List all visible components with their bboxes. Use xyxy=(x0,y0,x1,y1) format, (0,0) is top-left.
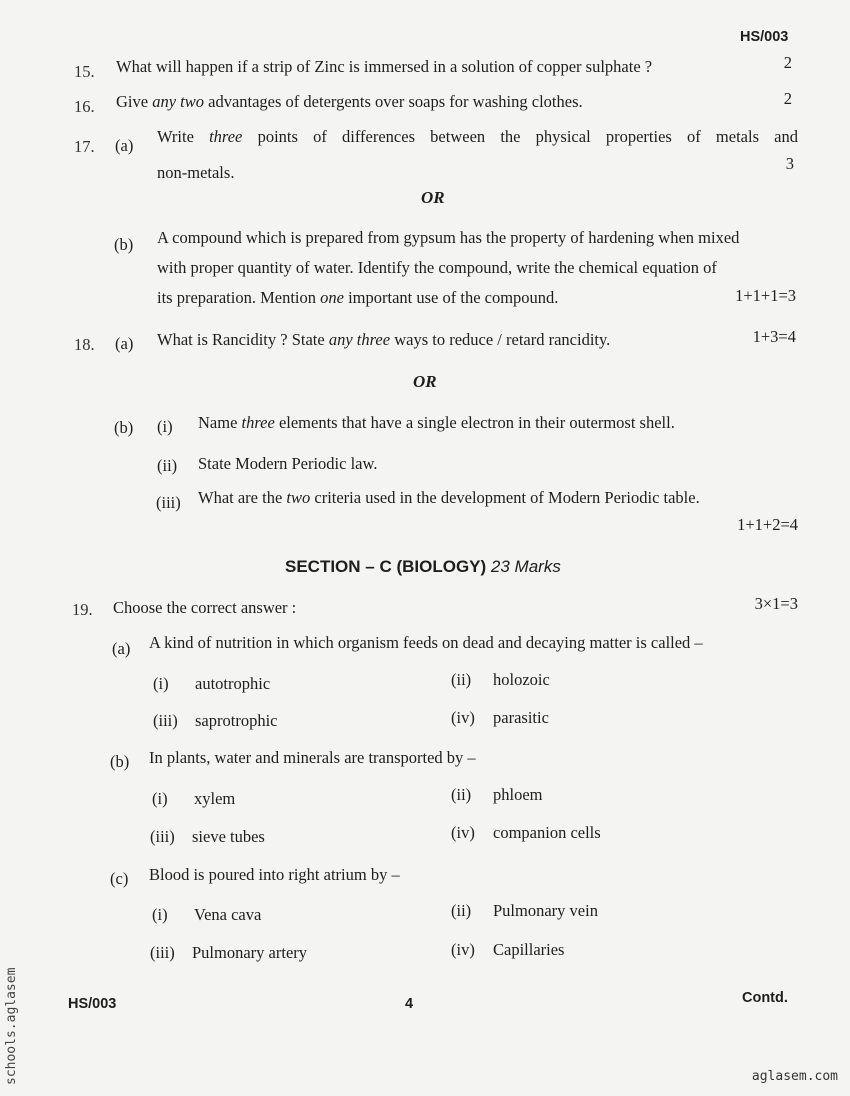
option-19b-iv: (iv) companion cells xyxy=(451,823,601,842)
question-15-marks: 2 xyxy=(783,53,792,72)
question-19-text: Choose the correct answer : xyxy=(113,598,297,617)
question-17a-marks: 3 xyxy=(785,154,794,173)
question-15-text: What will happen if a strip of Zinc is immersed in a solution of copper sulphate ? xyxy=(116,57,653,76)
question-19-marks: 3×1=3 xyxy=(754,594,798,613)
question-16-text: Give any two advantages of detergents over soaps for washing clothes. xyxy=(116,92,583,111)
page-number: 4 xyxy=(405,996,414,1012)
question-19c-label: (c) xyxy=(110,869,129,888)
or-separator-17: OR xyxy=(421,188,445,207)
option-19c-i: (i) Vena cava xyxy=(152,905,262,924)
question-18a-marks: 1+3=4 xyxy=(752,327,796,346)
question-18b-iii-label: (iii) xyxy=(156,493,181,512)
question-17b-marks: 1+1+1=3 xyxy=(735,286,796,305)
option-19c-iv: (iv) Capillaries xyxy=(451,940,565,959)
option-19c-iii: (iii) Pulmonary artery xyxy=(150,943,308,962)
question-18b-label: (b) xyxy=(114,418,134,437)
option-19b-i: (i) xylem xyxy=(152,789,236,808)
question-18b-iii-text: What are the two criteria used in the development of Modern Periodic table. xyxy=(198,488,700,507)
option-19a-iii: (iii) saprotrophic xyxy=(153,711,278,730)
question-19b-label: (b) xyxy=(110,752,130,771)
question-number-17: 17. xyxy=(74,137,95,156)
question-17b-line2: with proper quantity of water. Identify the compound, write the chemical equation of xyxy=(157,258,717,277)
option-19c-ii: (ii) Pulmonary vein xyxy=(451,901,598,920)
continued-label: Contd. xyxy=(742,990,788,1006)
question-18b-marks: 1+1+2=4 xyxy=(737,515,798,534)
question-19a-text: A kind of nutrition in which organism feeds on dead and decaying matter is called – xyxy=(149,633,703,652)
question-18b-i-text: Name three elements that have a single electron in their outermost shell. xyxy=(198,413,675,432)
question-17b-line3: its preparation. Mention one important use of the compound. xyxy=(157,288,559,307)
question-16-marks: 2 xyxy=(783,89,792,108)
question-18b-i-label: (i) xyxy=(157,417,173,436)
option-19a-i: (i) autotrophic xyxy=(153,674,271,693)
question-17b-line1: A compound which is prepared from gypsum has the property of hardening when mixed xyxy=(157,228,740,247)
question-18b-ii-text: State Modern Periodic law. xyxy=(198,454,378,473)
option-19b-ii: (ii) phloem xyxy=(451,785,543,804)
question-19c-text: Blood is poured into right atrium by – xyxy=(149,865,400,884)
question-18a-text: What is Rancidity ? State any three ways to reduce / retard rancidity. xyxy=(157,330,611,349)
section-c-heading: SECTION – C (BIOLOGY) 23 Marks xyxy=(285,557,561,576)
option-19a-ii: (ii) holozoic xyxy=(451,670,550,689)
question-17a-label: (a) xyxy=(115,136,134,155)
option-19a-iv: (iv) parasitic xyxy=(451,708,549,727)
question-17a-line2: non-metals. xyxy=(157,163,235,182)
paper-code-footer: HS/003 xyxy=(68,996,117,1012)
question-17a-line1: Write three points of differences between the physical properties of metals and xyxy=(157,127,798,146)
question-17b-label: (b) xyxy=(114,235,134,254)
question-19b-text: In plants, water and minerals are transported by – xyxy=(149,748,476,767)
question-18b-ii-label: (ii) xyxy=(157,456,178,475)
question-18a-label: (a) xyxy=(115,334,134,353)
side-watermark: schools.aglasem xyxy=(4,967,19,1085)
option-19b-iii: (iii) sieve tubes xyxy=(150,827,265,846)
paper-code-header: HS/003 xyxy=(740,29,789,45)
bottom-watermark: aglasem.com xyxy=(751,1069,838,1084)
question-number-19: 19. xyxy=(72,600,93,619)
or-separator-18: OR xyxy=(413,372,437,391)
question-19a-label: (a) xyxy=(112,639,131,658)
question-number-18: 18. xyxy=(74,335,95,354)
question-number-16: 16. xyxy=(74,97,95,116)
question-number-15: 15. xyxy=(74,62,95,81)
